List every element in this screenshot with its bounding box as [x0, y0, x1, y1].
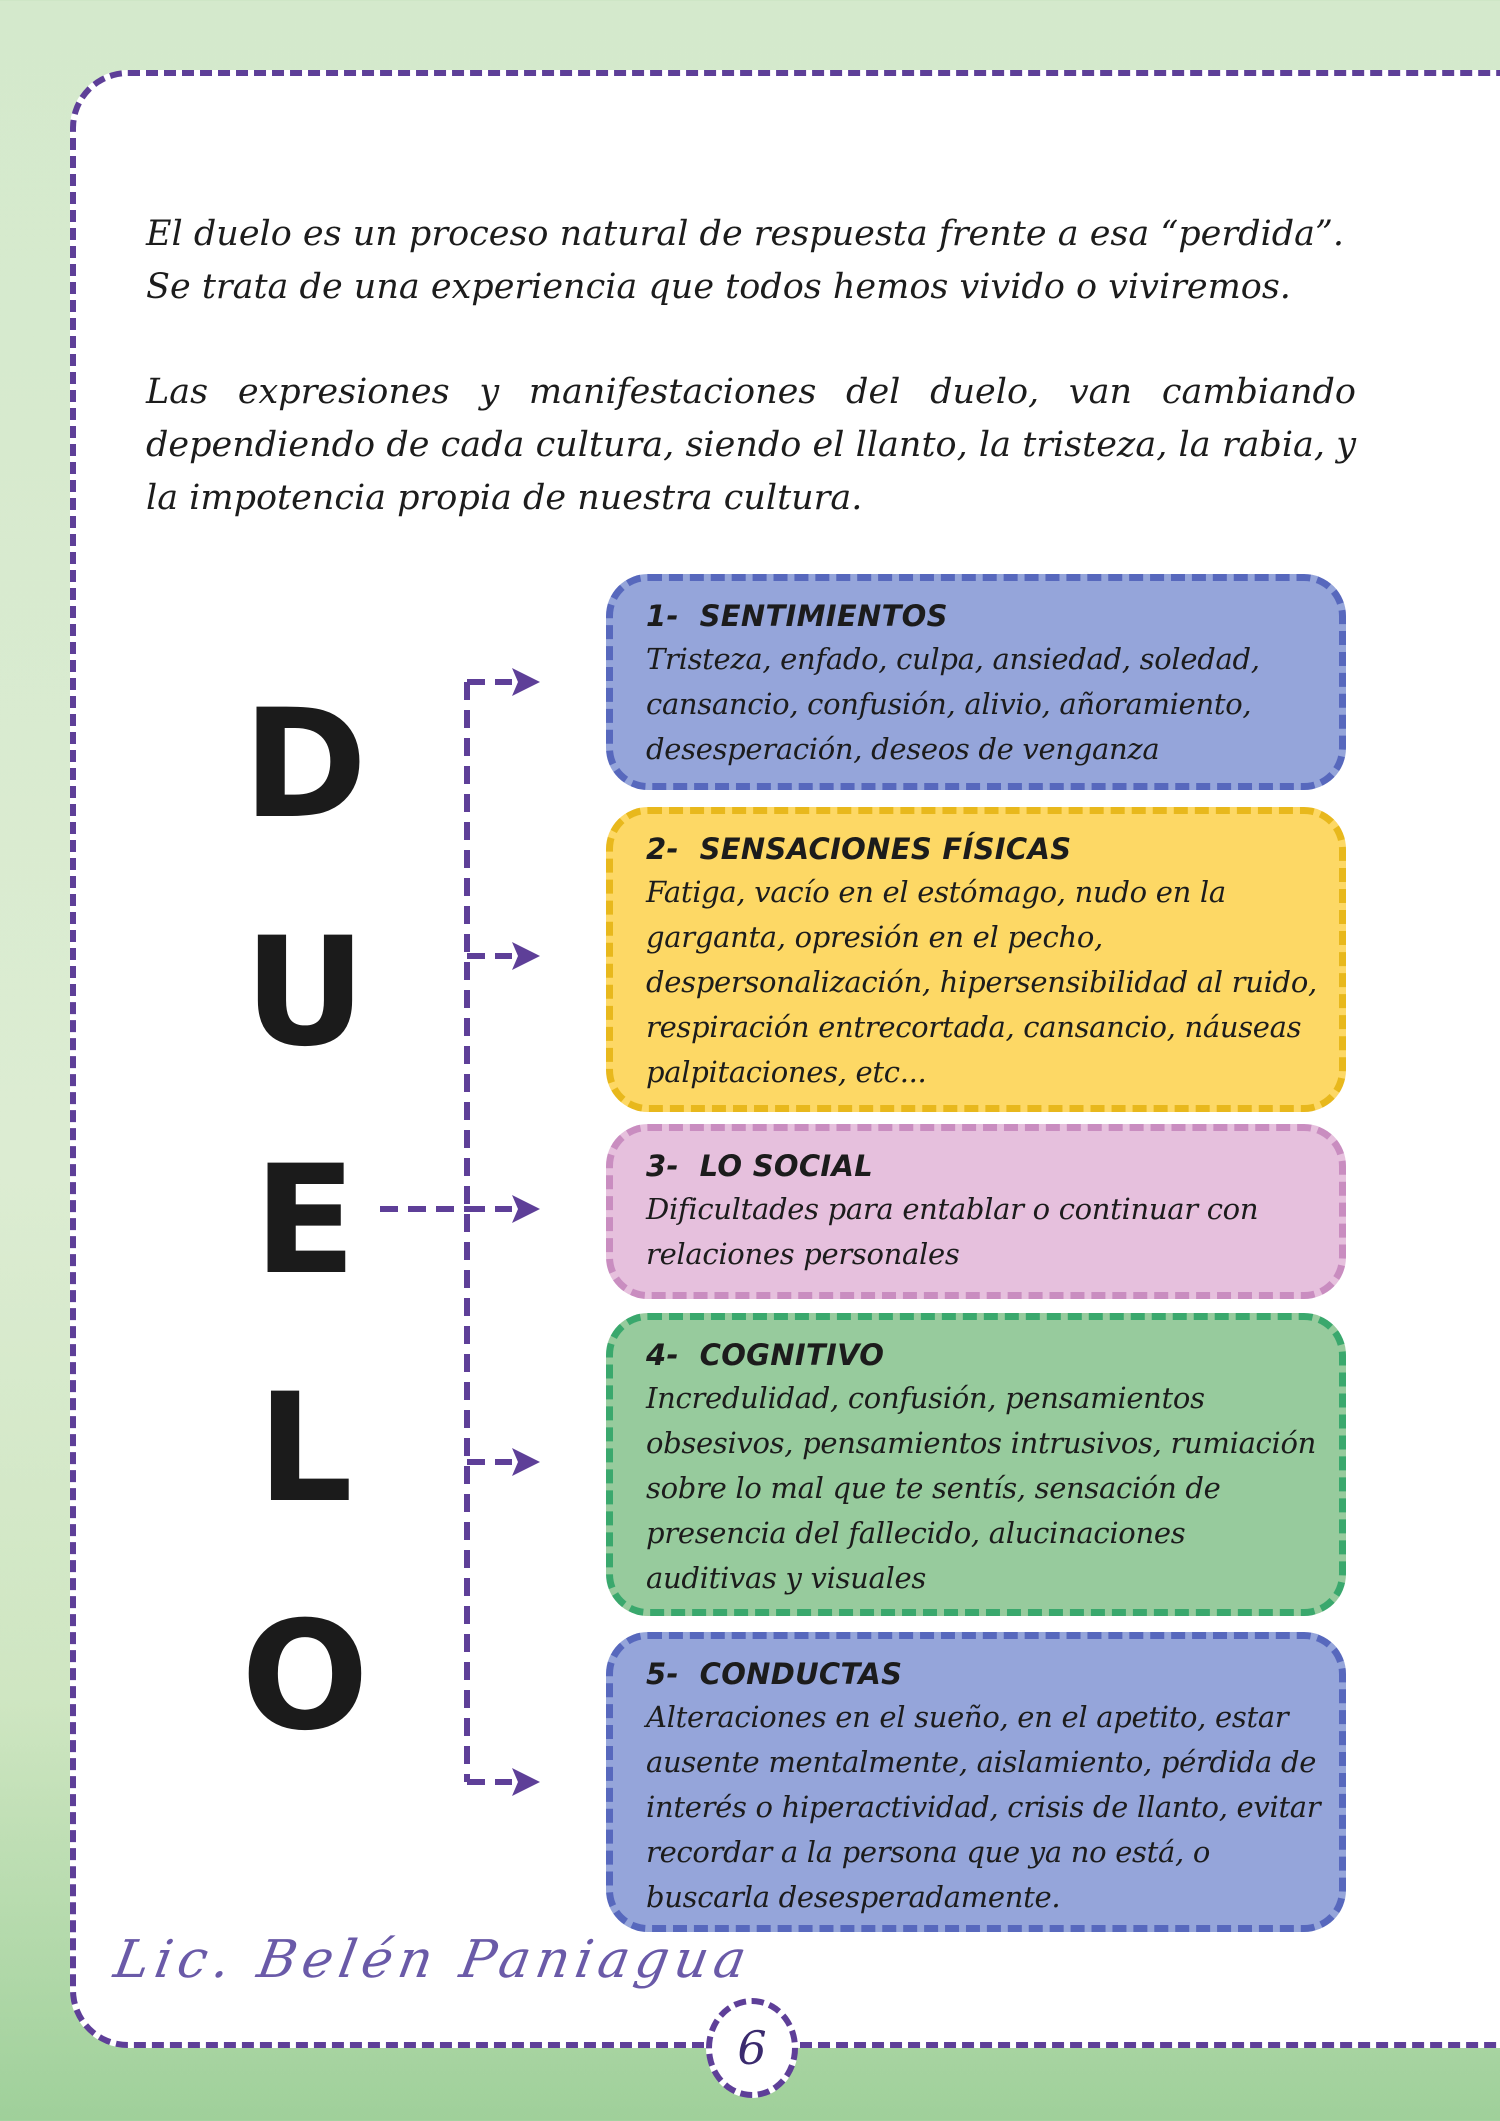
duelo-letter-d: D: [242, 678, 368, 852]
arrowhead-icon: [512, 668, 540, 696]
category-sentimientos: [606, 574, 1346, 790]
arrowhead-icon: [512, 1768, 540, 1796]
category-lo-social: [606, 1124, 1346, 1299]
duelo-letter-u: U: [244, 906, 366, 1080]
category-sensaciones-fisicas: [606, 807, 1346, 1112]
category-title: 5- CONDUCTAS: [646, 1657, 903, 1691]
author-signature: Lic. Belén Paniagua: [109, 1930, 757, 1990]
page-number: 6: [706, 1998, 798, 2098]
arrowhead-icon: [512, 1195, 540, 1223]
category-conductas: [606, 1632, 1346, 1932]
duelo-letter-e: E: [253, 1134, 357, 1308]
category-text: Alteraciones en el sueño, en el apetito, estar ausente mentalmente, aislamiento, pérdida de interés o hiperactividad, crisis de llanto, evitar recordar a la persona que ya no está, o buscarla desesperadamente.: [646, 1700, 1321, 1914]
category-title: 3- LO SOCIAL: [646, 1149, 874, 1183]
category-text: Dificultades para entablar o continuar con relaciones personales: [646, 1192, 1259, 1271]
category-title: 4- COGNITIVO: [646, 1338, 885, 1372]
duelo-letter-l: L: [257, 1362, 353, 1536]
intro-paragraph-1: El duelo es un proceso natural de respuesta frente a esa “perdida”. Se trata de una experiencia que todos hemos vivido o viviremos.: [146, 214, 1344, 307]
category-text: Incredulidad, confusión, pensamientos obsesivos, pensamientos intrusivos, rumiación sobre lo mal que te sentís, sensación de presencia del fallecido, alucinaciones auditivas y visuales: [646, 1381, 1317, 1595]
category-cognitivo: [606, 1313, 1346, 1616]
category-title: 1- SENTIMIENTOS: [646, 599, 948, 633]
intro-paragraph-2: Las expresiones y manifestaciones del duelo, van cambiando dependiendo de cada cultura, siendo el llanto, la tristeza, la rabia, y la impotencia propia de nuestra cultura.: [146, 372, 1356, 518]
duelo-letter-o: O: [241, 1590, 369, 1764]
arrowhead-icon: [512, 1448, 540, 1476]
category-title: 2- SENSACIONES FÍSICAS: [646, 832, 1072, 866]
arrowhead-icon: [512, 942, 540, 970]
category-text: Fatiga, vacío en el estómago, nudo en la garganta, opresión en el pecho, despersonalización, hipersensibilidad al ruido, respiración entrecortada, cansancio, náuseas palpitaciones, etc...: [646, 875, 1317, 1089]
category-text: Tristeza, enfado, culpa, ansiedad, soledad, cansancio, confusión, alivio, añoramiento, desesperación, deseos de venganza: [646, 642, 1260, 766]
